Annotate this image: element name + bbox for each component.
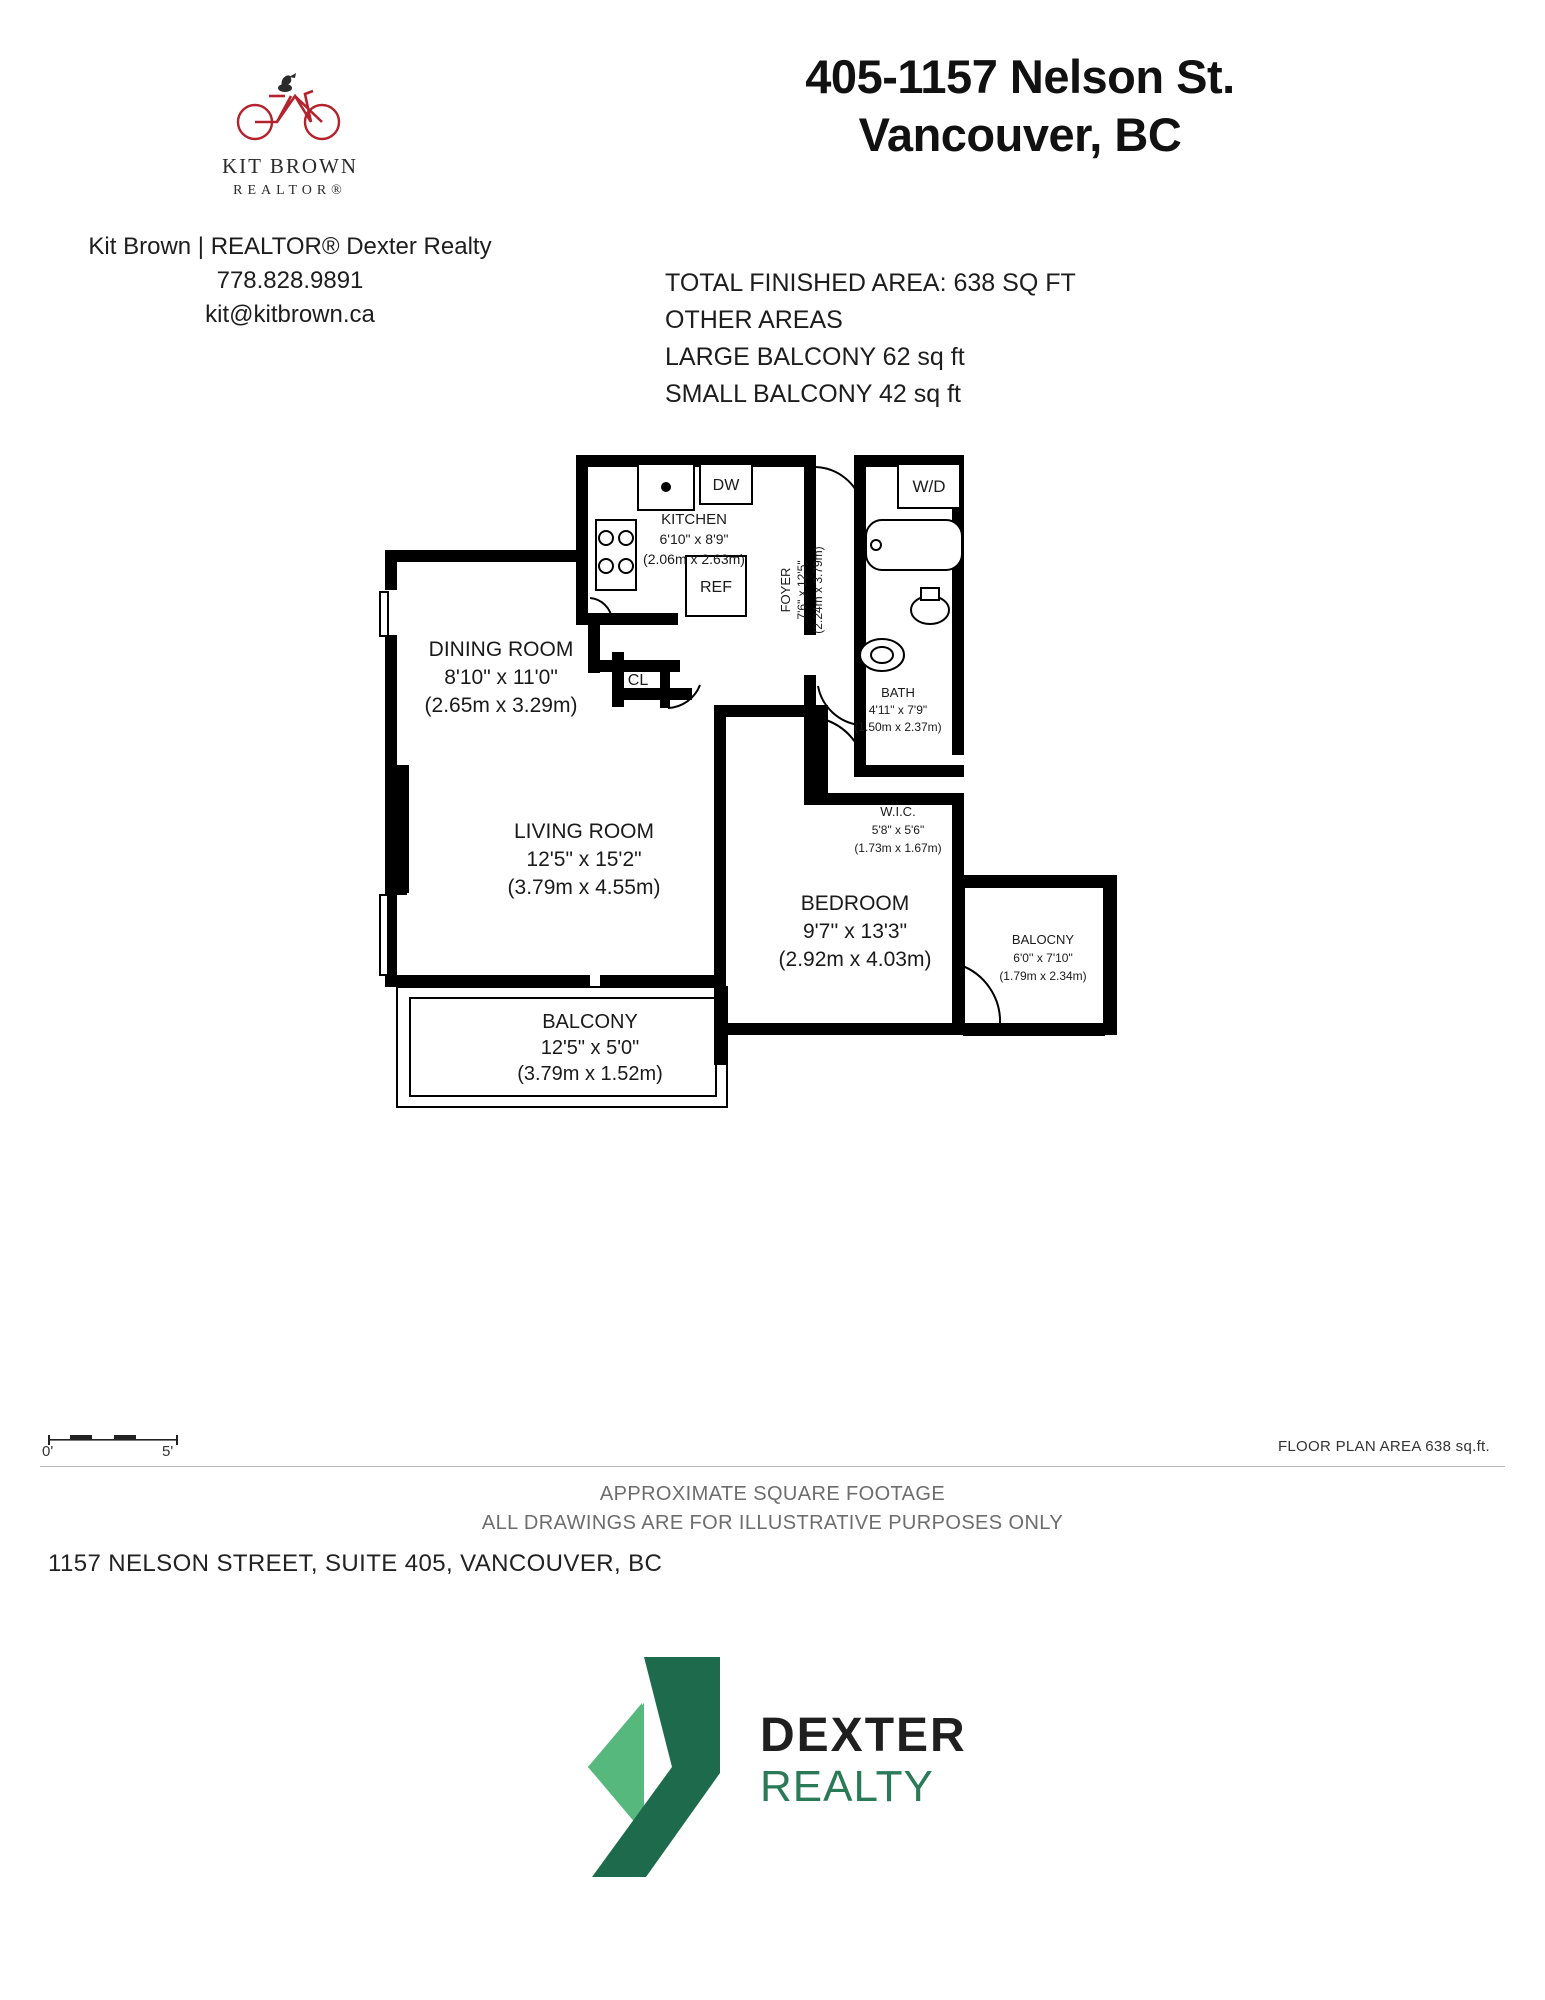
floor-plan-area-note: FLOOR PLAN AREA 638 sq.ft.	[1277, 1438, 1490, 1455]
scale-bar	[48, 1435, 178, 1454]
svg-text:6'10" x 8'9": 6'10" x 8'9"	[659, 531, 729, 547]
large-balcony-area: LARGE BALCONY 62 sq ft	[665, 343, 965, 371]
room-label-bath: BATH	[881, 685, 915, 700]
svg-text:(3.79m x 1.52m): (3.79m x 1.52m)	[517, 1063, 663, 1085]
svg-text:W.I.C.: W.I.C.	[880, 804, 916, 819]
disclaimer-line-1: APPROXIMATE SQUARE FOOTAGE	[599, 1483, 946, 1505]
svg-text:(2.65m x 3.29m): (2.65m x 3.29m)	[424, 694, 578, 717]
agent-name: Kit Brown | REALTOR® Dexter Realty	[88, 233, 492, 260]
dexter-name: DEXTER	[760, 1709, 967, 1762]
title-line-2: Vancouver, BC	[858, 108, 1182, 161]
room-label-foyer: FOYER	[778, 567, 793, 613]
logo-subtitle: REALTOR®	[233, 183, 347, 198]
svg-text:12'5" x 5'0": 12'5" x 5'0"	[540, 1037, 640, 1059]
label-dw: DW	[712, 477, 740, 494]
svg-text:6'0'' x 7'10": 6'0'' x 7'10"	[1013, 951, 1073, 965]
room-label-living: LIVING ROOM	[513, 820, 655, 843]
agent-contact-block	[40, 230, 540, 332]
room-label-balocny: BALOCNY	[1011, 932, 1075, 947]
svg-text:9'7'' x 13'3": 9'7'' x 13'3"	[802, 920, 908, 943]
disclaimer	[0, 1480, 1545, 1538]
logo-name: KIT BROWN	[221, 154, 359, 178]
svg-text:(2.24m x 3.79m): (2.24m x 3.79m)	[811, 546, 825, 634]
property-address: 1157 NELSON STREET, SUITE 405, VANCOUVER, BC	[48, 1550, 663, 1577]
divider	[40, 1466, 1505, 1467]
svg-text:(2.92m x 4.03m): (2.92m x 4.03m)	[778, 948, 932, 971]
small-balcony-area: SMALL BALCONY 42 sq ft	[665, 380, 961, 408]
svg-text:(1.73m x 1.67m): (1.73m x 1.67m)	[854, 841, 942, 855]
svg-text:4'11" x 7'9": 4'11" x 7'9"	[868, 703, 928, 717]
disclaimer-line-2: ALL DRAWINGS ARE FOR ILLUSTRATIVE PURPOSES ONLY	[481, 1512, 1064, 1534]
floor-plan	[0, 420, 1545, 1420]
svg-text:5'8" x 5'6": 5'8" x 5'6"	[871, 823, 925, 837]
agent-phone[interactable]: 778.828.9891	[216, 267, 364, 294]
scale-end: 5'	[162, 1443, 174, 1460]
room-label-kitchen: KITCHEN	[661, 511, 727, 528]
label-cl: CL	[627, 672, 649, 689]
label-wd: W/D	[912, 477, 946, 496]
svg-text:(3.79m x 4.55m): (3.79m x 4.55m)	[507, 876, 661, 899]
area-summary	[665, 265, 1076, 413]
title-line-1: 405-1157 Nelson St.	[805, 50, 1235, 103]
dexter-sub: REALTY	[760, 1762, 934, 1811]
svg-text:12'5" x 15'2": 12'5" x 15'2"	[526, 848, 642, 871]
svg-text:7'6" x 12'5": 7'6" x 12'5"	[795, 560, 809, 620]
header	[0, 0, 1545, 408]
room-label-bedroom: BEDROOM	[800, 892, 910, 915]
kit-brown-logo	[40, 70, 540, 199]
total-finished-area: TOTAL FINISHED AREA: 638 SQ FT	[665, 269, 1076, 297]
page-title	[530, 48, 1510, 164]
svg-text:8'10" x 11'0": 8'10" x 11'0"	[444, 666, 558, 689]
room-label-balcony: BALCONY	[542, 1011, 638, 1033]
scale-start: 0'	[42, 1443, 54, 1460]
dexter-realty-logo	[580, 1655, 970, 1895]
svg-text:(2.06m x 2.63m): (2.06m x 2.63m)	[643, 551, 745, 567]
other-areas-label: OTHER AREAS	[665, 306, 843, 334]
svg-text:(1.50m x 2.37m): (1.50m x 2.37m)	[854, 720, 942, 734]
svg-text:(1.79m x 2.34m): (1.79m x 2.34m)	[999, 969, 1087, 983]
bicycle-icon	[225, 70, 355, 150]
dexter-chevron-icon	[580, 1655, 760, 1885]
label-ref: REF	[700, 579, 732, 596]
room-label-dining: DINING ROOM	[428, 638, 574, 661]
agent-email[interactable]: kit@kitbrown.ca	[205, 301, 375, 328]
